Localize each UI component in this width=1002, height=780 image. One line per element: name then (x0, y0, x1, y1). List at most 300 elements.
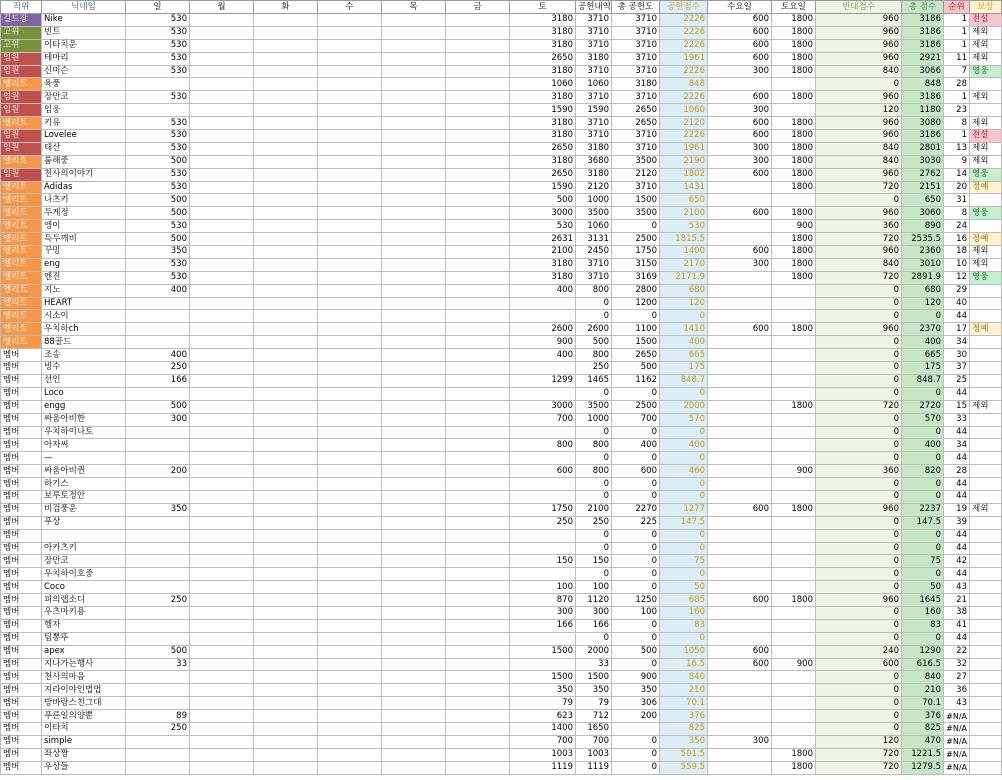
contrib-score-cell[interactable]: 501.5 (660, 748, 708, 761)
total-score-cell[interactable]: 70.1 (902, 697, 944, 710)
mon-cell[interactable] (190, 130, 254, 143)
nickname-cell[interactable]: 피의랩소디 (42, 594, 126, 607)
wed-cell[interactable] (318, 52, 382, 65)
contrib-score-cell[interactable]: 0 (660, 478, 708, 491)
header-cell[interactable]: 순위 (944, 1, 970, 14)
contrib-score-cell[interactable]: 1060 (660, 104, 708, 117)
sun-cell[interactable]: 500 (126, 400, 190, 413)
thu-cell[interactable] (382, 362, 446, 375)
fri-cell[interactable] (446, 91, 510, 104)
reward-cell[interactable] (970, 478, 1002, 491)
total-score-cell[interactable]: 376 (902, 710, 944, 723)
thu-cell[interactable] (382, 722, 446, 735)
sun-cell[interactable] (126, 671, 190, 684)
total-score-cell[interactable]: 2921 (902, 52, 944, 65)
contrib-history-cell[interactable]: 350 (576, 684, 612, 697)
reward-cell[interactable]: 전설 (970, 130, 1002, 143)
rank-cell[interactable]: 멤버 (1, 594, 42, 607)
vacancy-score-cell[interactable]: 0 (816, 452, 902, 465)
nickname-cell[interactable]: 88골드 (42, 336, 126, 349)
wednesday-cell[interactable]: 600 (708, 323, 772, 336)
wednesday-cell[interactable]: 300 (708, 104, 772, 117)
contrib-history-cell[interactable]: 1119 (576, 761, 612, 774)
vacancy-score-cell[interactable]: 960 (816, 207, 902, 220)
sun-cell[interactable] (126, 387, 190, 400)
contrib-history-cell[interactable]: 0 (576, 310, 612, 323)
fri-cell[interactable] (446, 748, 510, 761)
contrib-history-cell[interactable]: 250 (576, 516, 612, 529)
nickname-cell[interactable]: 천사의이야기 (42, 168, 126, 181)
thu-cell[interactable] (382, 14, 446, 27)
saturday-cell[interactable] (772, 684, 816, 697)
rank-cell[interactable]: 멤버 (1, 761, 42, 774)
sun-cell[interactable]: 530 (126, 271, 190, 284)
vacancy-score-cell[interactable]: 0 (816, 568, 902, 581)
vacancy-score-cell[interactable]: 0 (816, 581, 902, 594)
tue-cell[interactable] (254, 246, 318, 259)
fri-cell[interactable] (446, 26, 510, 39)
fri-cell[interactable] (446, 722, 510, 735)
contrib-score-cell[interactable]: 840 (660, 671, 708, 684)
mon-cell[interactable] (190, 271, 254, 284)
vacancy-score-cell[interactable]: 0 (816, 684, 902, 697)
total-contrib-cell[interactable]: 0 (612, 632, 660, 645)
contrib-history-cell[interactable]: 3180 (576, 52, 612, 65)
total-contrib-cell[interactable]: 0 (612, 478, 660, 491)
reward-cell[interactable] (970, 362, 1002, 375)
sat-cell[interactable]: 1590 (510, 104, 576, 117)
contrib-score-cell[interactable]: 400 (660, 336, 708, 349)
total-contrib-cell[interactable]: 1250 (612, 594, 660, 607)
total-score-cell[interactable]: 616.5 (902, 658, 944, 671)
total-score-cell[interactable]: 890 (902, 220, 944, 233)
total-contrib-cell[interactable]: 350 (612, 684, 660, 697)
total-score-cell[interactable]: 75 (902, 555, 944, 568)
saturday-cell[interactable] (772, 581, 816, 594)
sun-cell[interactable] (126, 735, 190, 748)
vacancy-score-cell[interactable]: 0 (816, 529, 902, 542)
total-score-cell[interactable]: 2720 (902, 400, 944, 413)
tue-cell[interactable] (254, 349, 318, 362)
tue-cell[interactable] (254, 400, 318, 413)
position-cell[interactable]: 10 (944, 258, 970, 271)
contrib-score-cell[interactable]: 16.5 (660, 658, 708, 671)
nickname-cell[interactable]: 헹자 (42, 619, 126, 632)
fri-cell[interactable] (446, 336, 510, 349)
wednesday-cell[interactable] (708, 194, 772, 207)
total-contrib-cell[interactable]: 2500 (612, 400, 660, 413)
total-score-cell[interactable]: 2891.9 (902, 271, 944, 284)
vacancy-score-cell[interactable]: 720 (816, 761, 902, 774)
vacancy-score-cell[interactable]: 960 (816, 503, 902, 516)
sun-cell[interactable]: 400 (126, 349, 190, 362)
reward-cell[interactable] (970, 710, 1002, 723)
vacancy-score-cell[interactable]: 0 (816, 697, 902, 710)
mon-cell[interactable] (190, 516, 254, 529)
thu-cell[interactable] (382, 142, 446, 155)
vacancy-score-cell[interactable]: 0 (816, 387, 902, 400)
sat-cell[interactable] (510, 362, 576, 375)
rank-cell[interactable]: 엘리트 (1, 258, 42, 271)
reward-cell[interactable]: 제외 (970, 155, 1002, 168)
rank-cell[interactable]: 멤버 (1, 349, 42, 362)
sat-cell[interactable]: 2600 (510, 323, 576, 336)
wed-cell[interactable] (318, 478, 382, 491)
sun-cell[interactable] (126, 439, 190, 452)
thu-cell[interactable] (382, 516, 446, 529)
total-contrib-cell[interactable]: 0 (612, 658, 660, 671)
header-cell[interactable]: 수요일 (708, 1, 772, 14)
sun-cell[interactable] (126, 619, 190, 632)
thu-cell[interactable] (382, 297, 446, 310)
wed-cell[interactable] (318, 310, 382, 323)
wed-cell[interactable] (318, 529, 382, 542)
wed-cell[interactable] (318, 220, 382, 233)
total-score-cell[interactable]: 1279.5 (902, 761, 944, 774)
wed-cell[interactable] (318, 323, 382, 336)
vacancy-score-cell[interactable]: 0 (816, 349, 902, 362)
saturday-cell[interactable] (772, 671, 816, 684)
sat-cell[interactable]: 1500 (510, 671, 576, 684)
total-score-cell[interactable]: 120 (902, 297, 944, 310)
position-cell[interactable]: 1 (944, 26, 970, 39)
fri-cell[interactable] (446, 14, 510, 27)
sun-cell[interactable]: 530 (126, 117, 190, 130)
sun-cell[interactable] (126, 581, 190, 594)
sun-cell[interactable]: 350 (126, 503, 190, 516)
total-contrib-cell[interactable]: 306 (612, 697, 660, 710)
tue-cell[interactable] (254, 65, 318, 78)
tue-cell[interactable] (254, 207, 318, 220)
header-cell[interactable]: 닉네임 (42, 1, 126, 14)
total-contrib-cell[interactable]: 0 (612, 490, 660, 503)
header-cell[interactable]: 빈대점수 (816, 1, 902, 14)
wednesday-cell[interactable] (708, 619, 772, 632)
contrib-history-cell[interactable]: 0 (576, 542, 612, 555)
contrib-score-cell[interactable]: 0 (660, 632, 708, 645)
wednesday-cell[interactable] (708, 362, 772, 375)
mon-cell[interactable] (190, 168, 254, 181)
header-cell[interactable]: 총 공헌도 (612, 1, 660, 14)
thu-cell[interactable] (382, 91, 446, 104)
sun-cell[interactable]: 530 (126, 130, 190, 143)
wed-cell[interactable] (318, 78, 382, 91)
mon-cell[interactable] (190, 39, 254, 52)
sun-cell[interactable]: 500 (126, 645, 190, 658)
mon-cell[interactable] (190, 503, 254, 516)
total-contrib-cell[interactable]: 3180 (612, 78, 660, 91)
rank-cell[interactable]: 엘리트 (1, 336, 42, 349)
tue-cell[interactable] (254, 130, 318, 143)
rank-cell[interactable]: 고위 (1, 39, 42, 52)
saturday-cell[interactable] (772, 78, 816, 91)
position-cell[interactable]: 21 (944, 594, 970, 607)
rank-cell[interactable]: 임원 (1, 52, 42, 65)
vacancy-score-cell[interactable]: 0 (816, 284, 902, 297)
fri-cell[interactable] (446, 413, 510, 426)
sun-cell[interactable] (126, 310, 190, 323)
saturday-cell[interactable] (772, 722, 816, 735)
sat-cell[interactable] (510, 387, 576, 400)
mon-cell[interactable] (190, 490, 254, 503)
contrib-score-cell[interactable]: 1961 (660, 52, 708, 65)
reward-cell[interactable] (970, 78, 1002, 91)
header-cell[interactable]: 보상 (970, 1, 1002, 14)
saturday-cell[interactable] (772, 529, 816, 542)
total-score-cell[interactable]: 3186 (902, 26, 944, 39)
total-score-cell[interactable]: 3030 (902, 155, 944, 168)
thu-cell[interactable] (382, 658, 446, 671)
sat-cell[interactable]: 1590 (510, 181, 576, 194)
mon-cell[interactable] (190, 748, 254, 761)
total-score-cell[interactable]: 2360 (902, 246, 944, 259)
thu-cell[interactable] (382, 194, 446, 207)
contrib-history-cell[interactable]: 0 (576, 452, 612, 465)
nickname-cell[interactable]: 태산 (42, 142, 126, 155)
tue-cell[interactable] (254, 78, 318, 91)
position-cell[interactable]: 1 (944, 130, 970, 143)
vacancy-score-cell[interactable]: 0 (816, 671, 902, 684)
position-cell[interactable]: 28 (944, 465, 970, 478)
rank-cell[interactable]: 엘리트 (1, 78, 42, 91)
tue-cell[interactable] (254, 581, 318, 594)
position-cell[interactable]: 27 (944, 671, 970, 684)
wed-cell[interactable] (318, 284, 382, 297)
fri-cell[interactable] (446, 246, 510, 259)
wednesday-cell[interactable] (708, 710, 772, 723)
nickname-cell[interactable]: HEART (42, 297, 126, 310)
fri-cell[interactable] (446, 155, 510, 168)
contrib-score-cell[interactable]: 1410 (660, 323, 708, 336)
nickname-cell[interactable]: 나츠키 (42, 194, 126, 207)
wed-cell[interactable] (318, 14, 382, 27)
reward-cell[interactable] (970, 735, 1002, 748)
rank-cell[interactable]: 고위 (1, 26, 42, 39)
wednesday-cell[interactable] (708, 413, 772, 426)
thu-cell[interactable] (382, 78, 446, 91)
mon-cell[interactable] (190, 117, 254, 130)
wed-cell[interactable] (318, 65, 382, 78)
thu-cell[interactable] (382, 181, 446, 194)
wednesday-cell[interactable] (708, 529, 772, 542)
wed-cell[interactable] (318, 594, 382, 607)
position-cell[interactable]: 9 (944, 155, 970, 168)
rank-cell[interactable]: 멤버 (1, 439, 42, 452)
thu-cell[interactable] (382, 671, 446, 684)
vacancy-score-cell[interactable]: 120 (816, 735, 902, 748)
tue-cell[interactable] (254, 91, 318, 104)
total-contrib-cell[interactable]: 1500 (612, 194, 660, 207)
wed-cell[interactable] (318, 555, 382, 568)
wednesday-cell[interactable] (708, 465, 772, 478)
nickname-cell[interactable]: Adidas (42, 181, 126, 194)
position-cell[interactable]: 24 (944, 220, 970, 233)
rank-cell[interactable]: 임원 (1, 65, 42, 78)
total-contrib-cell[interactable]: 0 (612, 581, 660, 594)
vacancy-score-cell[interactable]: 960 (816, 14, 902, 27)
nickname-cell[interactable]: 장만코 (42, 555, 126, 568)
mon-cell[interactable] (190, 671, 254, 684)
saturday-cell[interactable] (772, 104, 816, 117)
contrib-history-cell[interactable]: 0 (576, 387, 612, 400)
tue-cell[interactable] (254, 194, 318, 207)
position-cell[interactable]: 41 (944, 619, 970, 632)
saturday-cell[interactable] (772, 374, 816, 387)
position-cell[interactable]: 36 (944, 684, 970, 697)
total-contrib-cell[interactable]: 1162 (612, 374, 660, 387)
vacancy-score-cell[interactable]: 0 (816, 374, 902, 387)
total-contrib-cell[interactable]: 0 (612, 542, 660, 555)
fri-cell[interactable] (446, 632, 510, 645)
position-cell[interactable]: #N/A (944, 761, 970, 774)
sun-cell[interactable]: 300 (126, 413, 190, 426)
rank-cell[interactable]: 임원 (1, 91, 42, 104)
thu-cell[interactable] (382, 374, 446, 387)
saturday-cell[interactable] (772, 413, 816, 426)
position-cell[interactable]: 19 (944, 503, 970, 516)
mon-cell[interactable] (190, 452, 254, 465)
saturday-cell[interactable] (772, 606, 816, 619)
wednesday-cell[interactable] (708, 568, 772, 581)
mon-cell[interactable] (190, 258, 254, 271)
sun-cell[interactable]: 500 (126, 155, 190, 168)
mon-cell[interactable] (190, 246, 254, 259)
total-contrib-cell[interactable]: 2800 (612, 284, 660, 297)
total-contrib-cell[interactable]: 200 (612, 710, 660, 723)
saturday-cell[interactable] (772, 516, 816, 529)
contrib-history-cell[interactable]: 0 (576, 568, 612, 581)
total-contrib-cell[interactable]: 2120 (612, 168, 660, 181)
saturday-cell[interactable]: 1800 (772, 181, 816, 194)
position-cell[interactable]: 37 (944, 362, 970, 375)
fri-cell[interactable] (446, 426, 510, 439)
vacancy-score-cell[interactable]: 840 (816, 155, 902, 168)
tue-cell[interactable] (254, 168, 318, 181)
fri-cell[interactable] (446, 684, 510, 697)
thu-cell[interactable] (382, 117, 446, 130)
total-score-cell[interactable]: 160 (902, 606, 944, 619)
nickname-cell[interactable]: 지나가는행사 (42, 658, 126, 671)
total-contrib-cell[interactable]: 3710 (612, 130, 660, 143)
thu-cell[interactable] (382, 735, 446, 748)
mon-cell[interactable] (190, 91, 254, 104)
contrib-history-cell[interactable]: 1000 (576, 194, 612, 207)
total-contrib-cell[interactable]: 3500 (612, 207, 660, 220)
fri-cell[interactable] (446, 130, 510, 143)
sun-cell[interactable]: 89 (126, 710, 190, 723)
sun-cell[interactable]: 33 (126, 658, 190, 671)
total-score-cell[interactable]: 840 (902, 671, 944, 684)
fri-cell[interactable] (446, 181, 510, 194)
contrib-history-cell[interactable]: 3680 (576, 155, 612, 168)
vacancy-score-cell[interactable]: 0 (816, 555, 902, 568)
sat-cell[interactable]: 3180 (510, 155, 576, 168)
total-contrib-cell[interactable]: 0 (612, 619, 660, 632)
total-score-cell[interactable]: 2370 (902, 323, 944, 336)
total-score-cell[interactable]: 470 (902, 735, 944, 748)
wed-cell[interactable] (318, 568, 382, 581)
vacancy-score-cell[interactable]: 960 (816, 246, 902, 259)
sat-cell[interactable] (510, 658, 576, 671)
rank-cell[interactable]: 멤버 (1, 735, 42, 748)
fri-cell[interactable] (446, 542, 510, 555)
rank-cell[interactable]: 엘리트 (1, 194, 42, 207)
mon-cell[interactable] (190, 619, 254, 632)
contrib-history-cell[interactable]: 3710 (576, 117, 612, 130)
tue-cell[interactable] (254, 117, 318, 130)
sun-cell[interactable]: 350 (126, 246, 190, 259)
sat-cell[interactable]: 2650 (510, 52, 576, 65)
contrib-score-cell[interactable]: 350 (660, 735, 708, 748)
tue-cell[interactable] (254, 362, 318, 375)
wednesday-cell[interactable]: 600 (708, 39, 772, 52)
thu-cell[interactable] (382, 645, 446, 658)
fri-cell[interactable] (446, 478, 510, 491)
total-score-cell[interactable]: 0 (902, 529, 944, 542)
rank-cell[interactable]: 멤버 (1, 606, 42, 619)
sat-cell[interactable]: 2650 (510, 168, 576, 181)
total-score-cell[interactable]: 175 (902, 362, 944, 375)
thu-cell[interactable] (382, 284, 446, 297)
saturday-cell[interactable]: 1800 (772, 155, 816, 168)
wednesday-cell[interactable] (708, 336, 772, 349)
rank-cell[interactable]: 엘리트 (1, 233, 42, 246)
contrib-history-cell[interactable]: 2450 (576, 246, 612, 259)
position-cell[interactable]: 8 (944, 207, 970, 220)
contrib-score-cell[interactable]: 1802 (660, 168, 708, 181)
reward-cell[interactable]: 영웅 (970, 207, 1002, 220)
tue-cell[interactable] (254, 606, 318, 619)
wed-cell[interactable] (318, 181, 382, 194)
sun-cell[interactable]: 500 (126, 194, 190, 207)
vacancy-score-cell[interactable]: 960 (816, 39, 902, 52)
total-contrib-cell[interactable]: 3150 (612, 258, 660, 271)
wed-cell[interactable] (318, 439, 382, 452)
contrib-score-cell[interactable]: 1431 (660, 181, 708, 194)
wed-cell[interactable] (318, 581, 382, 594)
mon-cell[interactable] (190, 387, 254, 400)
wednesday-cell[interactable] (708, 271, 772, 284)
fri-cell[interactable] (446, 555, 510, 568)
saturday-cell[interactable] (772, 336, 816, 349)
total-score-cell[interactable]: 0 (902, 542, 944, 555)
nickname-cell[interactable]: 이타치운 (42, 39, 126, 52)
thu-cell[interactable] (382, 246, 446, 259)
thu-cell[interactable] (382, 684, 446, 697)
total-contrib-cell[interactable]: 3710 (612, 39, 660, 52)
fri-cell[interactable] (446, 619, 510, 632)
nickname-cell[interactable]: 지라이야인법법 (42, 684, 126, 697)
total-score-cell[interactable]: 2151 (902, 181, 944, 194)
saturday-cell[interactable]: 1800 (772, 52, 816, 65)
wednesday-cell[interactable] (708, 374, 772, 387)
sat-cell[interactable]: 2631 (510, 233, 576, 246)
tue-cell[interactable] (254, 336, 318, 349)
total-score-cell[interactable]: 665 (902, 349, 944, 362)
total-score-cell[interactable]: 0 (902, 632, 944, 645)
wednesday-cell[interactable]: 300 (708, 65, 772, 78)
sat-cell[interactable]: 350 (510, 684, 576, 697)
fri-cell[interactable] (446, 490, 510, 503)
total-score-cell[interactable]: 848.7 (902, 374, 944, 387)
fri-cell[interactable] (446, 65, 510, 78)
contrib-history-cell[interactable]: 3710 (576, 271, 612, 284)
saturday-cell[interactable]: 900 (772, 220, 816, 233)
sun-cell[interactable] (126, 748, 190, 761)
tue-cell[interactable] (254, 761, 318, 774)
nickname-cell[interactable]: 방바랑스친그대 (42, 697, 126, 710)
contrib-history-cell[interactable]: 0 (576, 529, 612, 542)
